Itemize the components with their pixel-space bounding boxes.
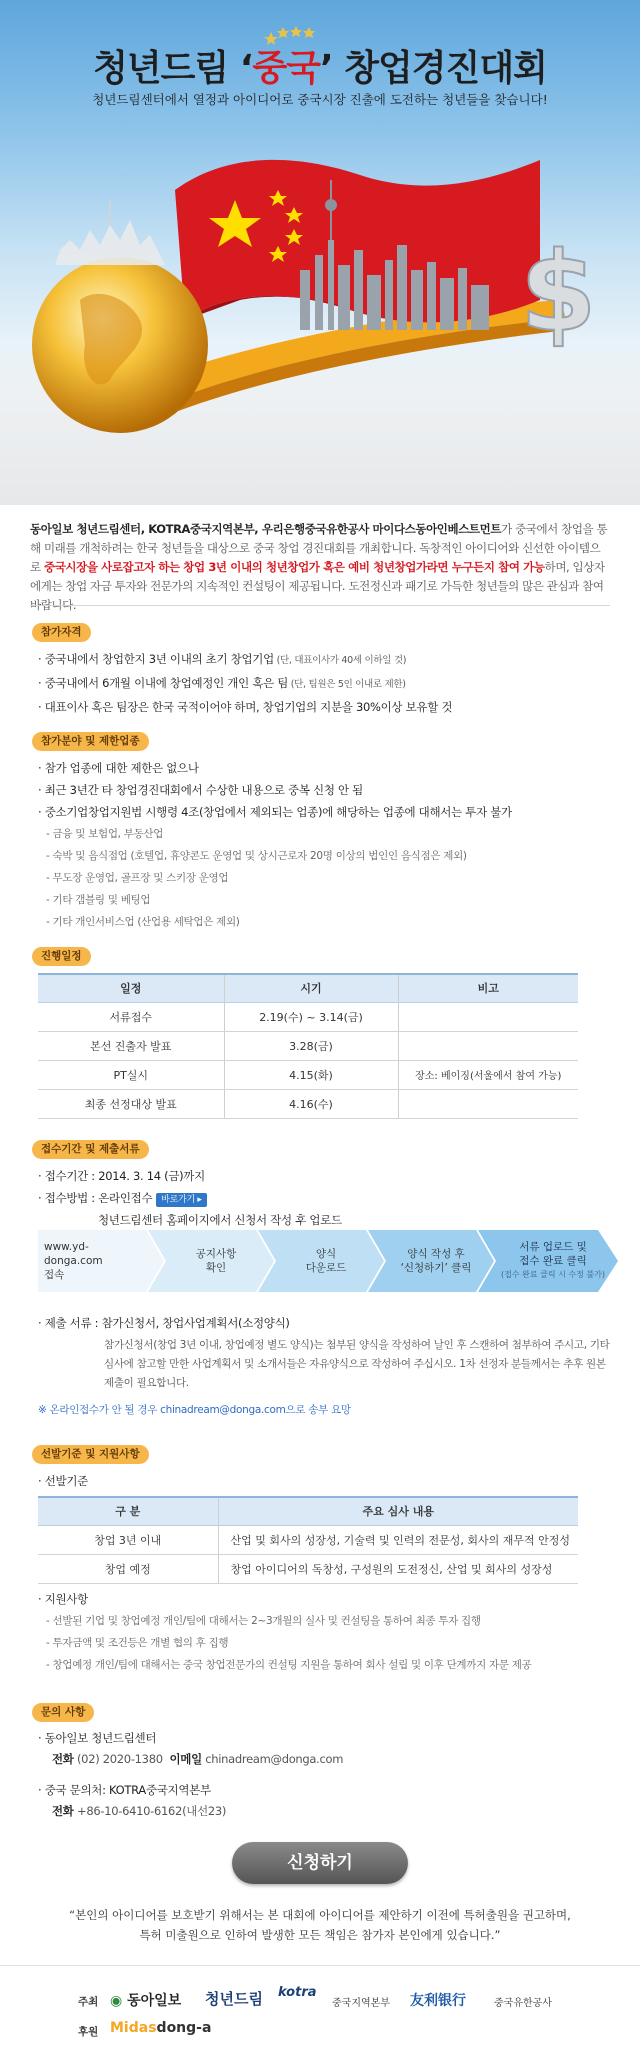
midas-logo: Midasdong-a bbox=[110, 2020, 212, 2036]
host-label: 주최 bbox=[78, 1996, 99, 2008]
table-row: 창업 3년 이내 산업 및 회사의 성장성, 기술력 및 인력의 전문성, 회사의 재무적 안정성 bbox=[38, 1525, 578, 1554]
flow-step-2: 공지사항 확인 bbox=[195, 1248, 237, 1274]
email-note: ※ 온라인접수가 안 될 경우 chinadream@donga.com으로 송부 요망 bbox=[38, 1404, 351, 1416]
submission-method: · 접수방법 : 온라인접수 바로가기 ▸ bbox=[38, 1187, 342, 1209]
page-subtitle: 청년드림센터에서 열정과 아이디어로 중국시장 진출에 도전하는 청년들을 찾습니다! bbox=[92, 92, 548, 107]
section-tag-schedule: 진행일정 bbox=[32, 947, 91, 966]
list-item: · 중소기업창업지원법 시행령 4조(창업에서 제외되는 업종)에 해당하는 업종에 대해서는 투자 불가 bbox=[38, 805, 512, 819]
list-sub-item: - 투자금액 및 조건등은 개별 협의 후 집행 bbox=[46, 1637, 229, 1649]
table-row: 서류접수 2.19(수) ~ 3.14(금) bbox=[38, 1002, 578, 1031]
table-row: PT실시 4.15(화) 장소: 베이징(서울에서 참여 가능) bbox=[38, 1060, 578, 1089]
table-header: 일정 bbox=[38, 974, 224, 1002]
eligibility-list bbox=[38, 648, 452, 718]
flow-step-4: 양식 작성 후 ‘신청하기’ 클릭 bbox=[400, 1248, 472, 1274]
criteria-table bbox=[38, 1496, 578, 1584]
divider bbox=[30, 605, 610, 606]
criteria-heading: · 선발기준 bbox=[38, 1474, 88, 1488]
list-item: · 중국내에서 창업한지 3년 이내의 초기 창업기업 (단, 대표이사가 40세 이하일 것) bbox=[38, 652, 407, 666]
hero-banner bbox=[0, 0, 640, 505]
section-tag-submission: 접수기간 및 제출서류 bbox=[32, 1140, 149, 1159]
dollar-sign-icon: $ bbox=[520, 228, 597, 356]
list-sub-item: - 기타 개인서비스업 (산업용 세탁업은 제외) bbox=[46, 916, 240, 928]
list-item: · 대표이사 혹은 팀장은 한국 국적이어야 하며, 창업기업의 지분을 30%이상 보유할 것 bbox=[38, 700, 453, 714]
table-header: 주요 심사 내용 bbox=[218, 1497, 578, 1525]
kotra-logo: kotra bbox=[278, 1985, 317, 2000]
list-sub-item: - 숙박 및 음식점업 (호텔업, 휴양콘도 운영업 및 상시근로자 20명 이상의 법인인 음식점은 제외) bbox=[46, 850, 467, 862]
list-sub-item: - 선발된 기업 및 창업예정 개인/팀에 대해서는 2~3개월의 실사 및 컨설팅을 통하여 최종 투자 집행 bbox=[46, 1615, 481, 1627]
disclaimer: “본인의 아이디어를 보호받기 위해서는 본 대회에 아이디어를 제안하기 이전에 특허출원을 권고하며, 특허 미출원으로 인하여 발생한 모든 책임은 참가자 본인에게 있습니다.” bbox=[69, 1908, 571, 1942]
list-sub-item: - 금융 및 보험업, 부동산업 bbox=[46, 828, 164, 840]
footer bbox=[0, 1965, 640, 2050]
section-tag-fields: 참가분야 및 제한업종 bbox=[32, 732, 149, 751]
youthdream-logo: 청년드림 bbox=[205, 1990, 263, 2008]
section-tag-eligibility: 참가자격 bbox=[32, 623, 91, 642]
list-sub-item: - 창업예정 개인/팀에 대해서는 중국 창업전문가의 컨설팅 지원을 통하여 회사 설립 및 이후 단계까지 자문 제공 bbox=[46, 1659, 532, 1671]
kotra-region: 중국지역본부 bbox=[332, 1998, 390, 2009]
table-header: 시기 bbox=[224, 974, 398, 1002]
section-tag-criteria: 선발기준 및 지원사항 bbox=[32, 1445, 149, 1464]
list-item: · 참가 업종에 대한 제한은 없으나 bbox=[38, 761, 199, 775]
contact-list: · 동아일보 청년드림센터 전화 (02) 2020-1380 이메일 chinadream@donga.com · 중국 문의처: KOTRA중국지역본부 전화 +86-10-6410-6162(내선23) bbox=[38, 1731, 344, 1818]
list-sub-item: - 기타 갬블링 및 베팅업 bbox=[46, 894, 151, 906]
submission-method-detail: 청년드림센터 홈페이지에서 신청서 작성 후 업로드 bbox=[98, 1213, 342, 1227]
submission-docs-detail: 참가신청서(창업 3년 이내, 창업예정 별도 양식)는 첨부된 양식을 작성하여 날인 후 스캔하여 첨부하여 주시고, 기타 심사에 참고할 만한 사업계획서 및 소개서들은 자유양식으로 작성하여 주십시오. 1차 선정자 분들께서는 추후 원본 제출이 필요합니다. bbox=[104, 1339, 610, 1389]
fields-list bbox=[38, 757, 512, 933]
submission-docs: · 제출 서류 : 참가신청서, 창업사업계획서(소정양식) bbox=[38, 1316, 290, 1330]
section-tag-contact: 문의 사항 bbox=[32, 1703, 94, 1722]
schedule-table bbox=[38, 973, 578, 1119]
woori-logo: 友利银行 bbox=[410, 1993, 466, 2009]
sponsor-label: 후원 bbox=[78, 2026, 99, 2038]
list-sub-item: - 무도장 운영업, 골프장 및 스키장 운영업 bbox=[46, 872, 229, 884]
support-list: · 지원사항 - 선발된 기업 및 창업예정 개인/팀에 대해서는 2~3개월의 실사 및 컨설팅을 통하여 최종 투자 집행 - 투자금액 및 조건등은 개별 협의 후 집행 - 창업예정 개인/팀에 대해서는 중국 창업전문가의 컨설팅 지원을 통하여 회사 설립 및 이후 단계까지 자문 제공 bbox=[38, 1588, 531, 1676]
list-item: · 최근 3년간 타 창업경진대회에서 수상한 내용으로 중복 신청 안 됨 bbox=[38, 783, 363, 797]
flow-step-5: 서류 업로드 및 접수 완료 클릭 (접수 완료 클릭 시 수정 불가) bbox=[501, 1241, 605, 1279]
submission-period: · 접수기간 : 2014. 3. 14 (금)까지 bbox=[38, 1169, 205, 1183]
list-item: · 중국내에서 6개월 이내에 창업예정인 개인 혹은 팀 (단, 팀원은 5인 이내로 제한) bbox=[38, 676, 406, 690]
donga-logo: ◉ 동아일보 bbox=[110, 1993, 182, 2009]
apply-button[interactable]: 신청하기 bbox=[232, 1842, 408, 1884]
table-header: 구 분 bbox=[38, 1497, 218, 1525]
page-title: 청년드림 ‘중국’ 창업경진대회 bbox=[93, 48, 547, 89]
table-row: 창업 예정 창업 아이디어의 독창성, 구성원의 도전정신, 산업 및 회사의 성장성 bbox=[38, 1554, 578, 1583]
submission-info bbox=[38, 1165, 342, 1231]
table-header: 비고 bbox=[398, 974, 578, 1002]
flow-step-1: www.yd-donga.com 접속 bbox=[44, 1241, 103, 1281]
table-row: 본선 진출자 발표 3.28(금) bbox=[38, 1031, 578, 1060]
table-row: 최종 선정대상 발표 4.16(수) bbox=[38, 1089, 578, 1118]
shortcut-button[interactable]: 바로가기 ▸ bbox=[156, 1193, 206, 1207]
flow-step-3: 양식 다운로드 bbox=[305, 1248, 347, 1274]
intro-paragraph: 동아일보 청년드림센터, KOTRA중국지역본부, 우리은행중국유한공사 마이다스동아인베스트먼트가 중국에서 창업을 통해 미래를 개척하려는 한국 청년들을 대상으로 중국 창업 경진대회를 개최합니다. 독창적인 아이디어와 신선한 아이템으로 중국시장을 사로잡고자 하는 창업 3년 이내의 청년창업가 혹은 예비 청년창업가라면 누구든지 참여 가능하며, 입상자에게는 창업 자금 투자와 전문가의 지속적인 컨설팅이 제공됩니다. 도전정신과 패기로 가득한 청년들의 많은 관심과 참여 바랍니다. bbox=[30, 522, 608, 612]
woori-cn: 중국유한공사 bbox=[494, 1998, 552, 2009]
